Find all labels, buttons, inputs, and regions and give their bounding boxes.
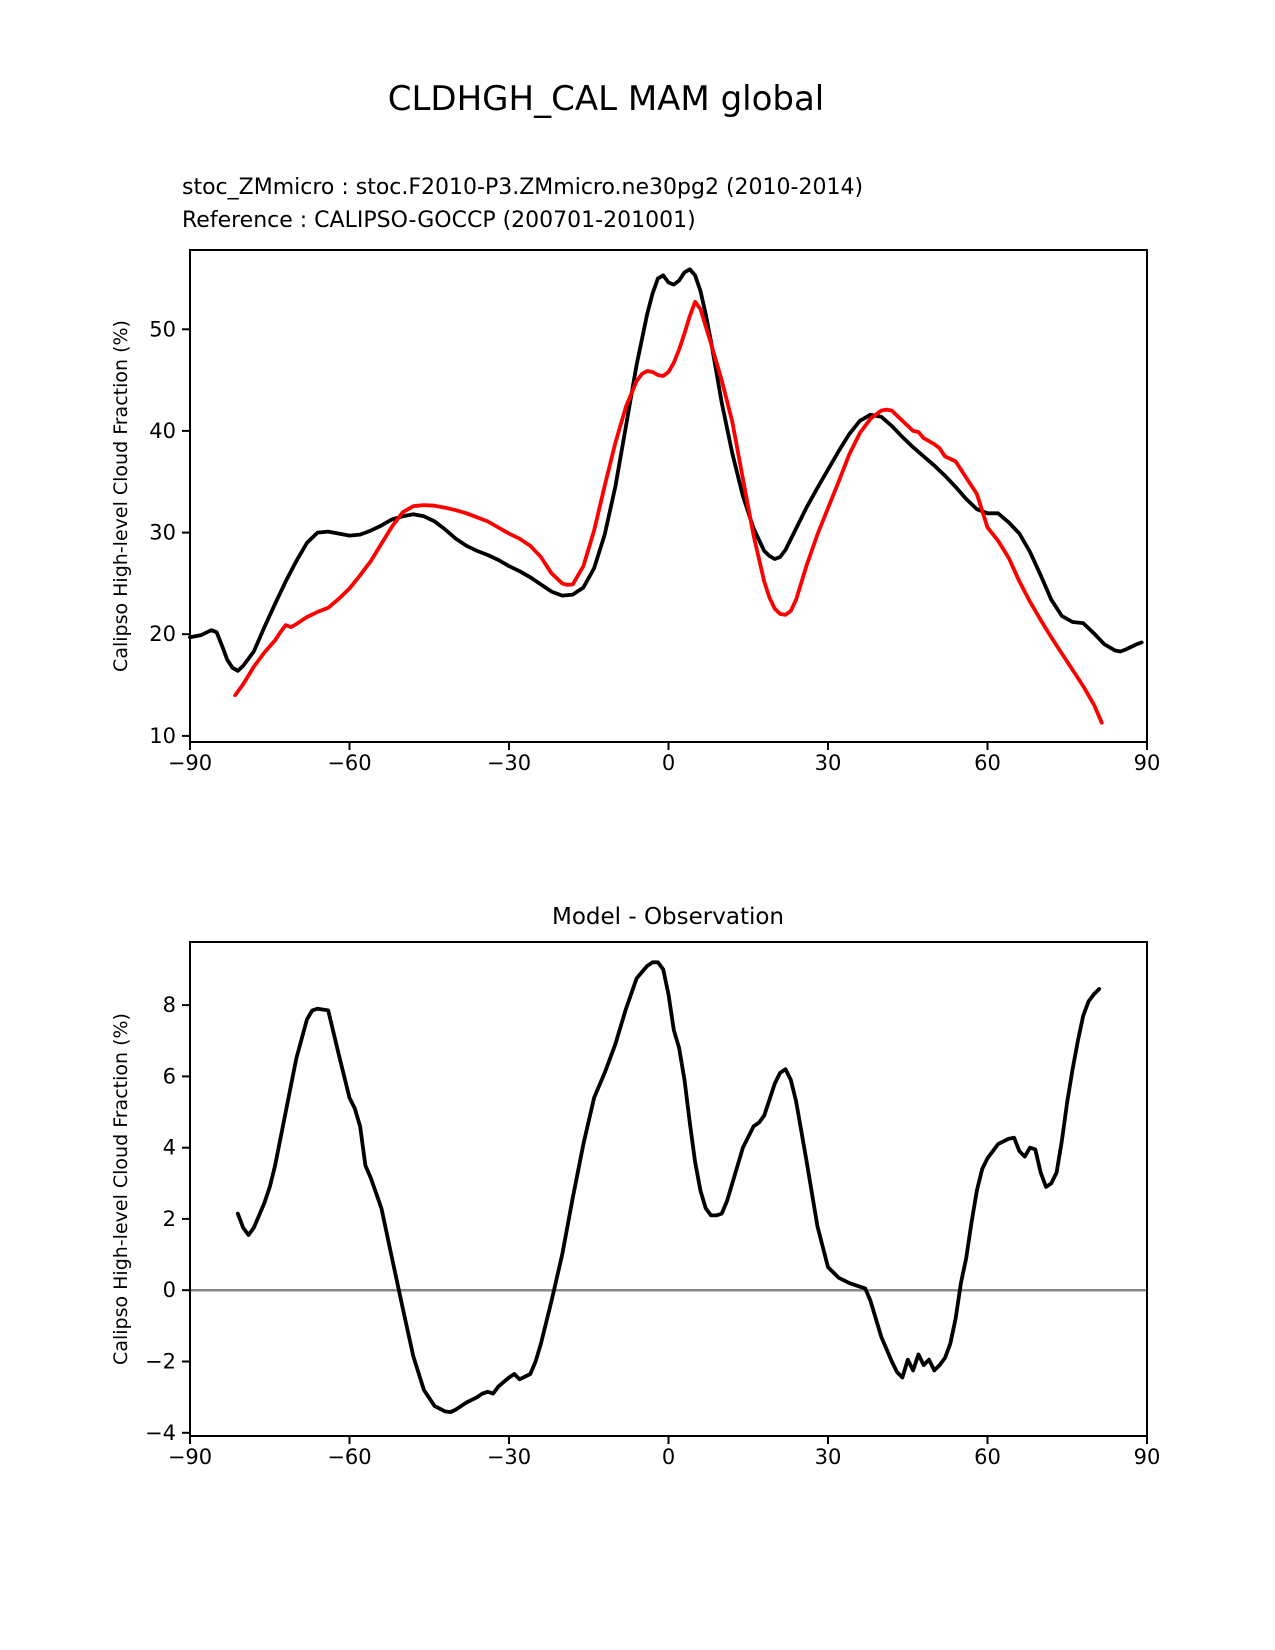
y-tick-label: 40 [149, 418, 176, 443]
x-tick-label: −90 [167, 1445, 213, 1469]
plots-layer [145, 250, 1160, 1469]
y-tick-label: 0 [162, 1278, 176, 1303]
axes-box [190, 250, 1147, 742]
x-tick-label: 30 [814, 751, 842, 775]
top-ylabel: Calipso High-level Cloud Fraction (%) [110, 320, 132, 672]
y-tick-label: 4 [162, 1135, 176, 1160]
x-tick-label: 90 [1133, 1445, 1161, 1469]
x-tick-label: −60 [327, 751, 372, 775]
difference-series-0 [238, 962, 1099, 1412]
y-tick-label: 20 [149, 622, 176, 647]
y-tick-label: 30 [149, 520, 176, 545]
x-tick-label: −30 [486, 751, 532, 775]
y-tick-label: −4 [145, 1420, 176, 1445]
bottom-ylabel: Calipso High-level Cloud Fraction (%) [110, 1013, 132, 1365]
x-tick-label: 60 [974, 1445, 1001, 1469]
legend-reference-label: Reference : CALIPSO-GOCCP (200701-201001) [182, 208, 696, 233]
y-tick-label: 6 [162, 1064, 176, 1089]
axes-box [190, 942, 1147, 1436]
page-title: CLDHGH_CAL MAM global [387, 79, 825, 119]
y-tick-label: 10 [149, 723, 176, 748]
bottom-chart-title: Model - Observation [551, 904, 785, 930]
x-tick-label: −90 [167, 751, 213, 775]
legend-model-label: stoc_ZMmicro : stoc.F2010-P3.ZMmicro.ne30pg2 (2010-2014) [182, 175, 864, 200]
x-tick-label: −30 [486, 1445, 532, 1469]
latitude-profile-series-0 [190, 269, 1142, 671]
x-tick-label: 90 [1133, 751, 1161, 775]
latitude-profile-series-1 [235, 302, 1102, 723]
y-tick-label: 50 [149, 317, 176, 342]
x-tick-label: 60 [974, 751, 1001, 775]
y-tick-label: 8 [162, 993, 176, 1018]
difference-plot [145, 942, 1160, 1469]
y-tick-label: −2 [145, 1349, 176, 1374]
latitude-profile-plot [149, 250, 1160, 775]
y-tick-label: 2 [162, 1206, 176, 1231]
x-tick-label: 0 [661, 1445, 676, 1469]
x-tick-label: 0 [661, 751, 676, 775]
x-tick-label: 30 [814, 1445, 842, 1469]
x-tick-label: −60 [327, 1445, 372, 1469]
